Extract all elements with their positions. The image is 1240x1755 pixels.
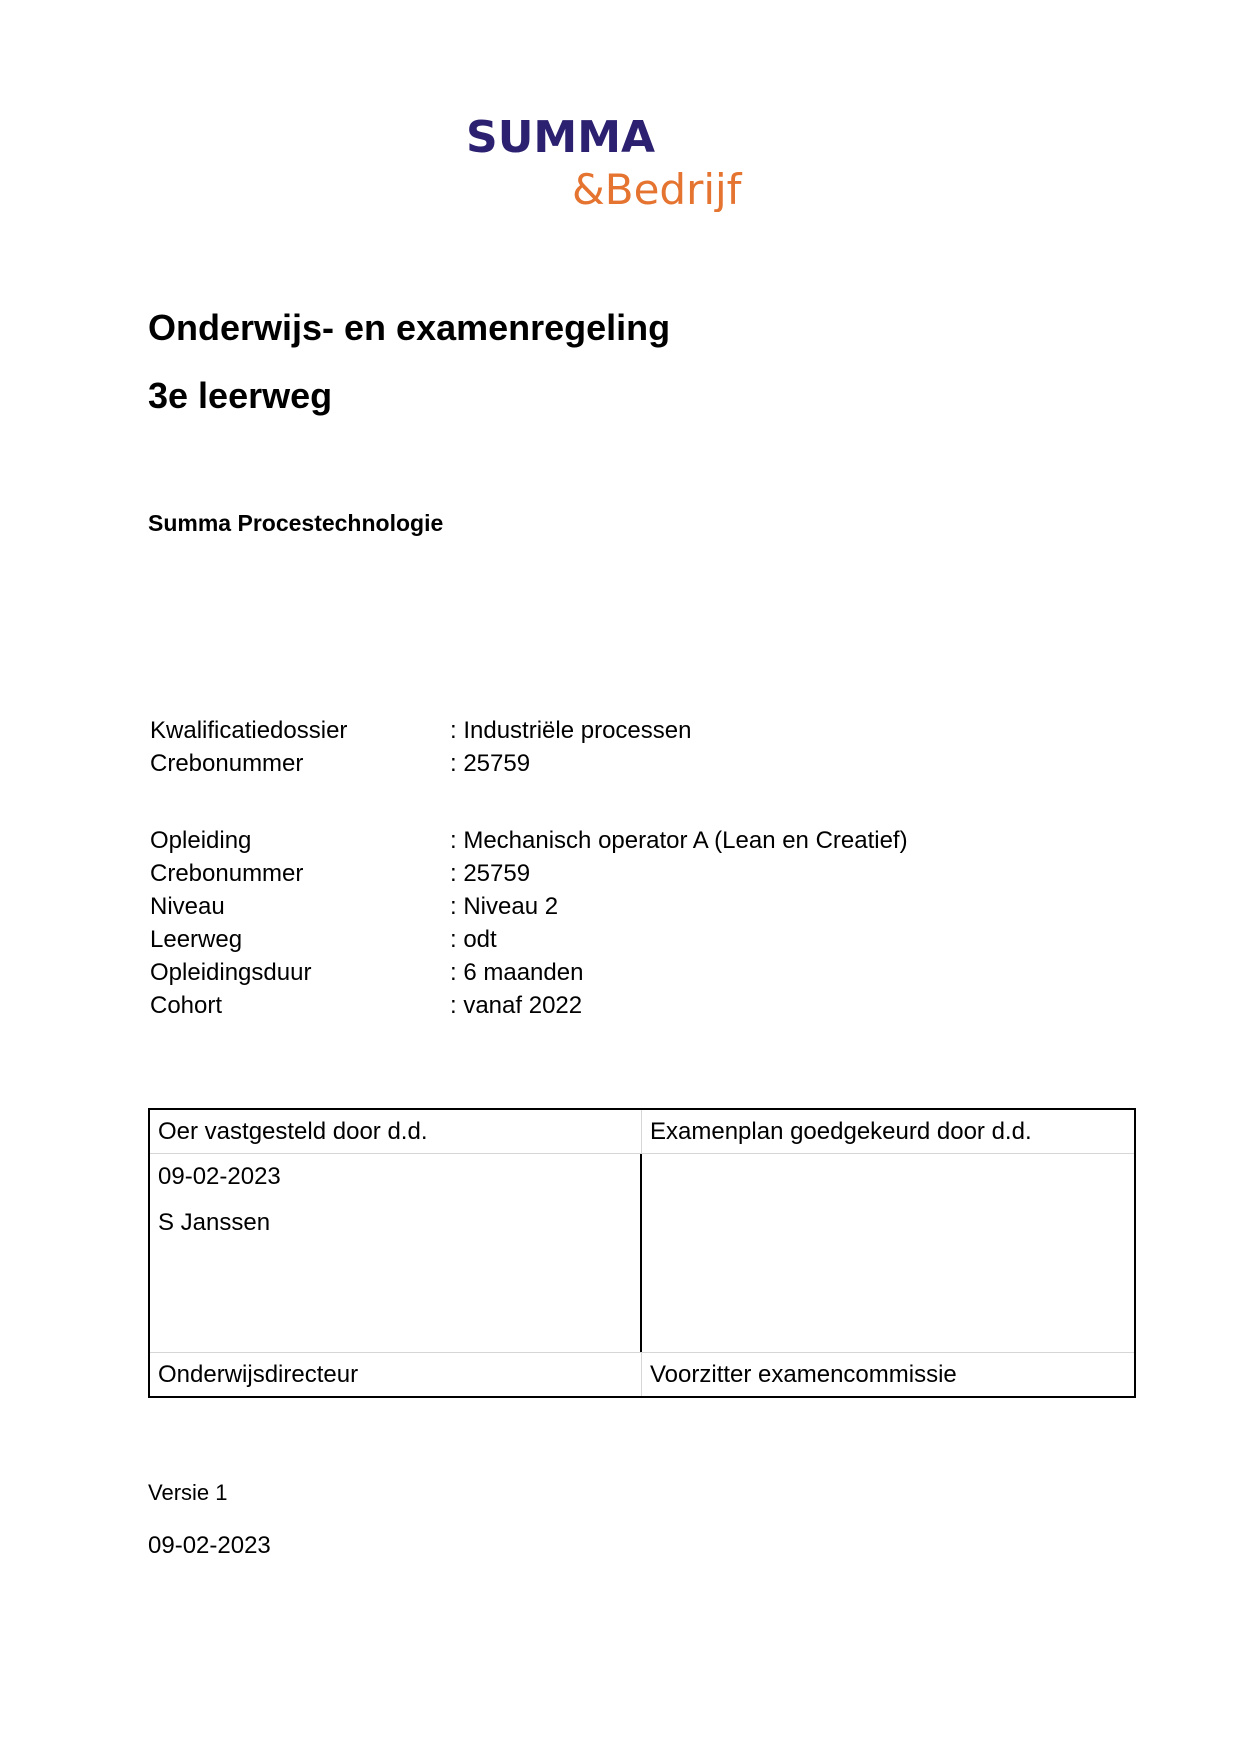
signature-date: 09-02-2023 xyxy=(158,1163,281,1190)
organization-name: Summa Procestechnologie xyxy=(148,510,444,536)
table-signature-left xyxy=(150,1154,642,1352)
version-date: 09-02-2023 xyxy=(148,1532,271,1559)
logo-text-bedrijf: &Bedrijf xyxy=(572,165,742,212)
table-header-left: Oer vastgesteld door d.d. xyxy=(150,1110,642,1154)
info-label: Crebonummer xyxy=(150,750,304,777)
info-value: : 25759 xyxy=(450,860,531,887)
signature-name: S Janssen xyxy=(158,1209,271,1236)
info-value: : Industriële processen xyxy=(450,717,692,744)
table-signature-right xyxy=(642,1154,1134,1352)
table-footer-right: Voorzitter examencommissie xyxy=(642,1352,1134,1396)
info-label: Opleidingsduur xyxy=(150,959,312,986)
table-footer-left: Onderwijsdirecteur xyxy=(150,1352,642,1396)
logo-text-summa: SUMMA xyxy=(466,112,656,163)
info-label: Opleiding xyxy=(150,827,252,854)
info-value: : vanaf 2022 xyxy=(450,992,583,1019)
info-value: : 6 maanden xyxy=(450,959,584,986)
document-subtitle: 3e leerweg xyxy=(148,375,333,416)
info-value: : Niveau 2 xyxy=(450,893,559,920)
info-row xyxy=(150,890,908,923)
summa-bedrijf-logo xyxy=(466,112,766,212)
qualification-info xyxy=(150,714,691,780)
table-header-right: Examenplan goedgekeurd door d.d. xyxy=(642,1110,1134,1154)
info-row xyxy=(150,989,908,1022)
info-row xyxy=(150,923,908,956)
program-info xyxy=(150,824,908,1022)
logo-graphic xyxy=(466,112,766,212)
info-label: Crebonummer xyxy=(150,860,304,887)
info-value: : Mechanisch operator A (Lean en Creatief) xyxy=(450,827,908,854)
info-row xyxy=(150,747,691,780)
info-row xyxy=(150,857,908,890)
info-label: Leerweg xyxy=(150,926,243,953)
info-value: : 25759 xyxy=(450,750,531,777)
document-title: Onderwijs- en examenregeling xyxy=(148,307,671,348)
version-label: Versie 1 xyxy=(148,1480,228,1505)
info-label: Kwalificatiedossier xyxy=(150,717,348,744)
info-row xyxy=(150,824,908,857)
info-label: Cohort xyxy=(150,992,223,1019)
info-label: Niveau xyxy=(150,893,225,920)
info-row xyxy=(150,956,908,989)
signature-table xyxy=(148,1108,1136,1398)
info-row xyxy=(150,714,691,747)
info-value: : odt xyxy=(450,926,497,953)
